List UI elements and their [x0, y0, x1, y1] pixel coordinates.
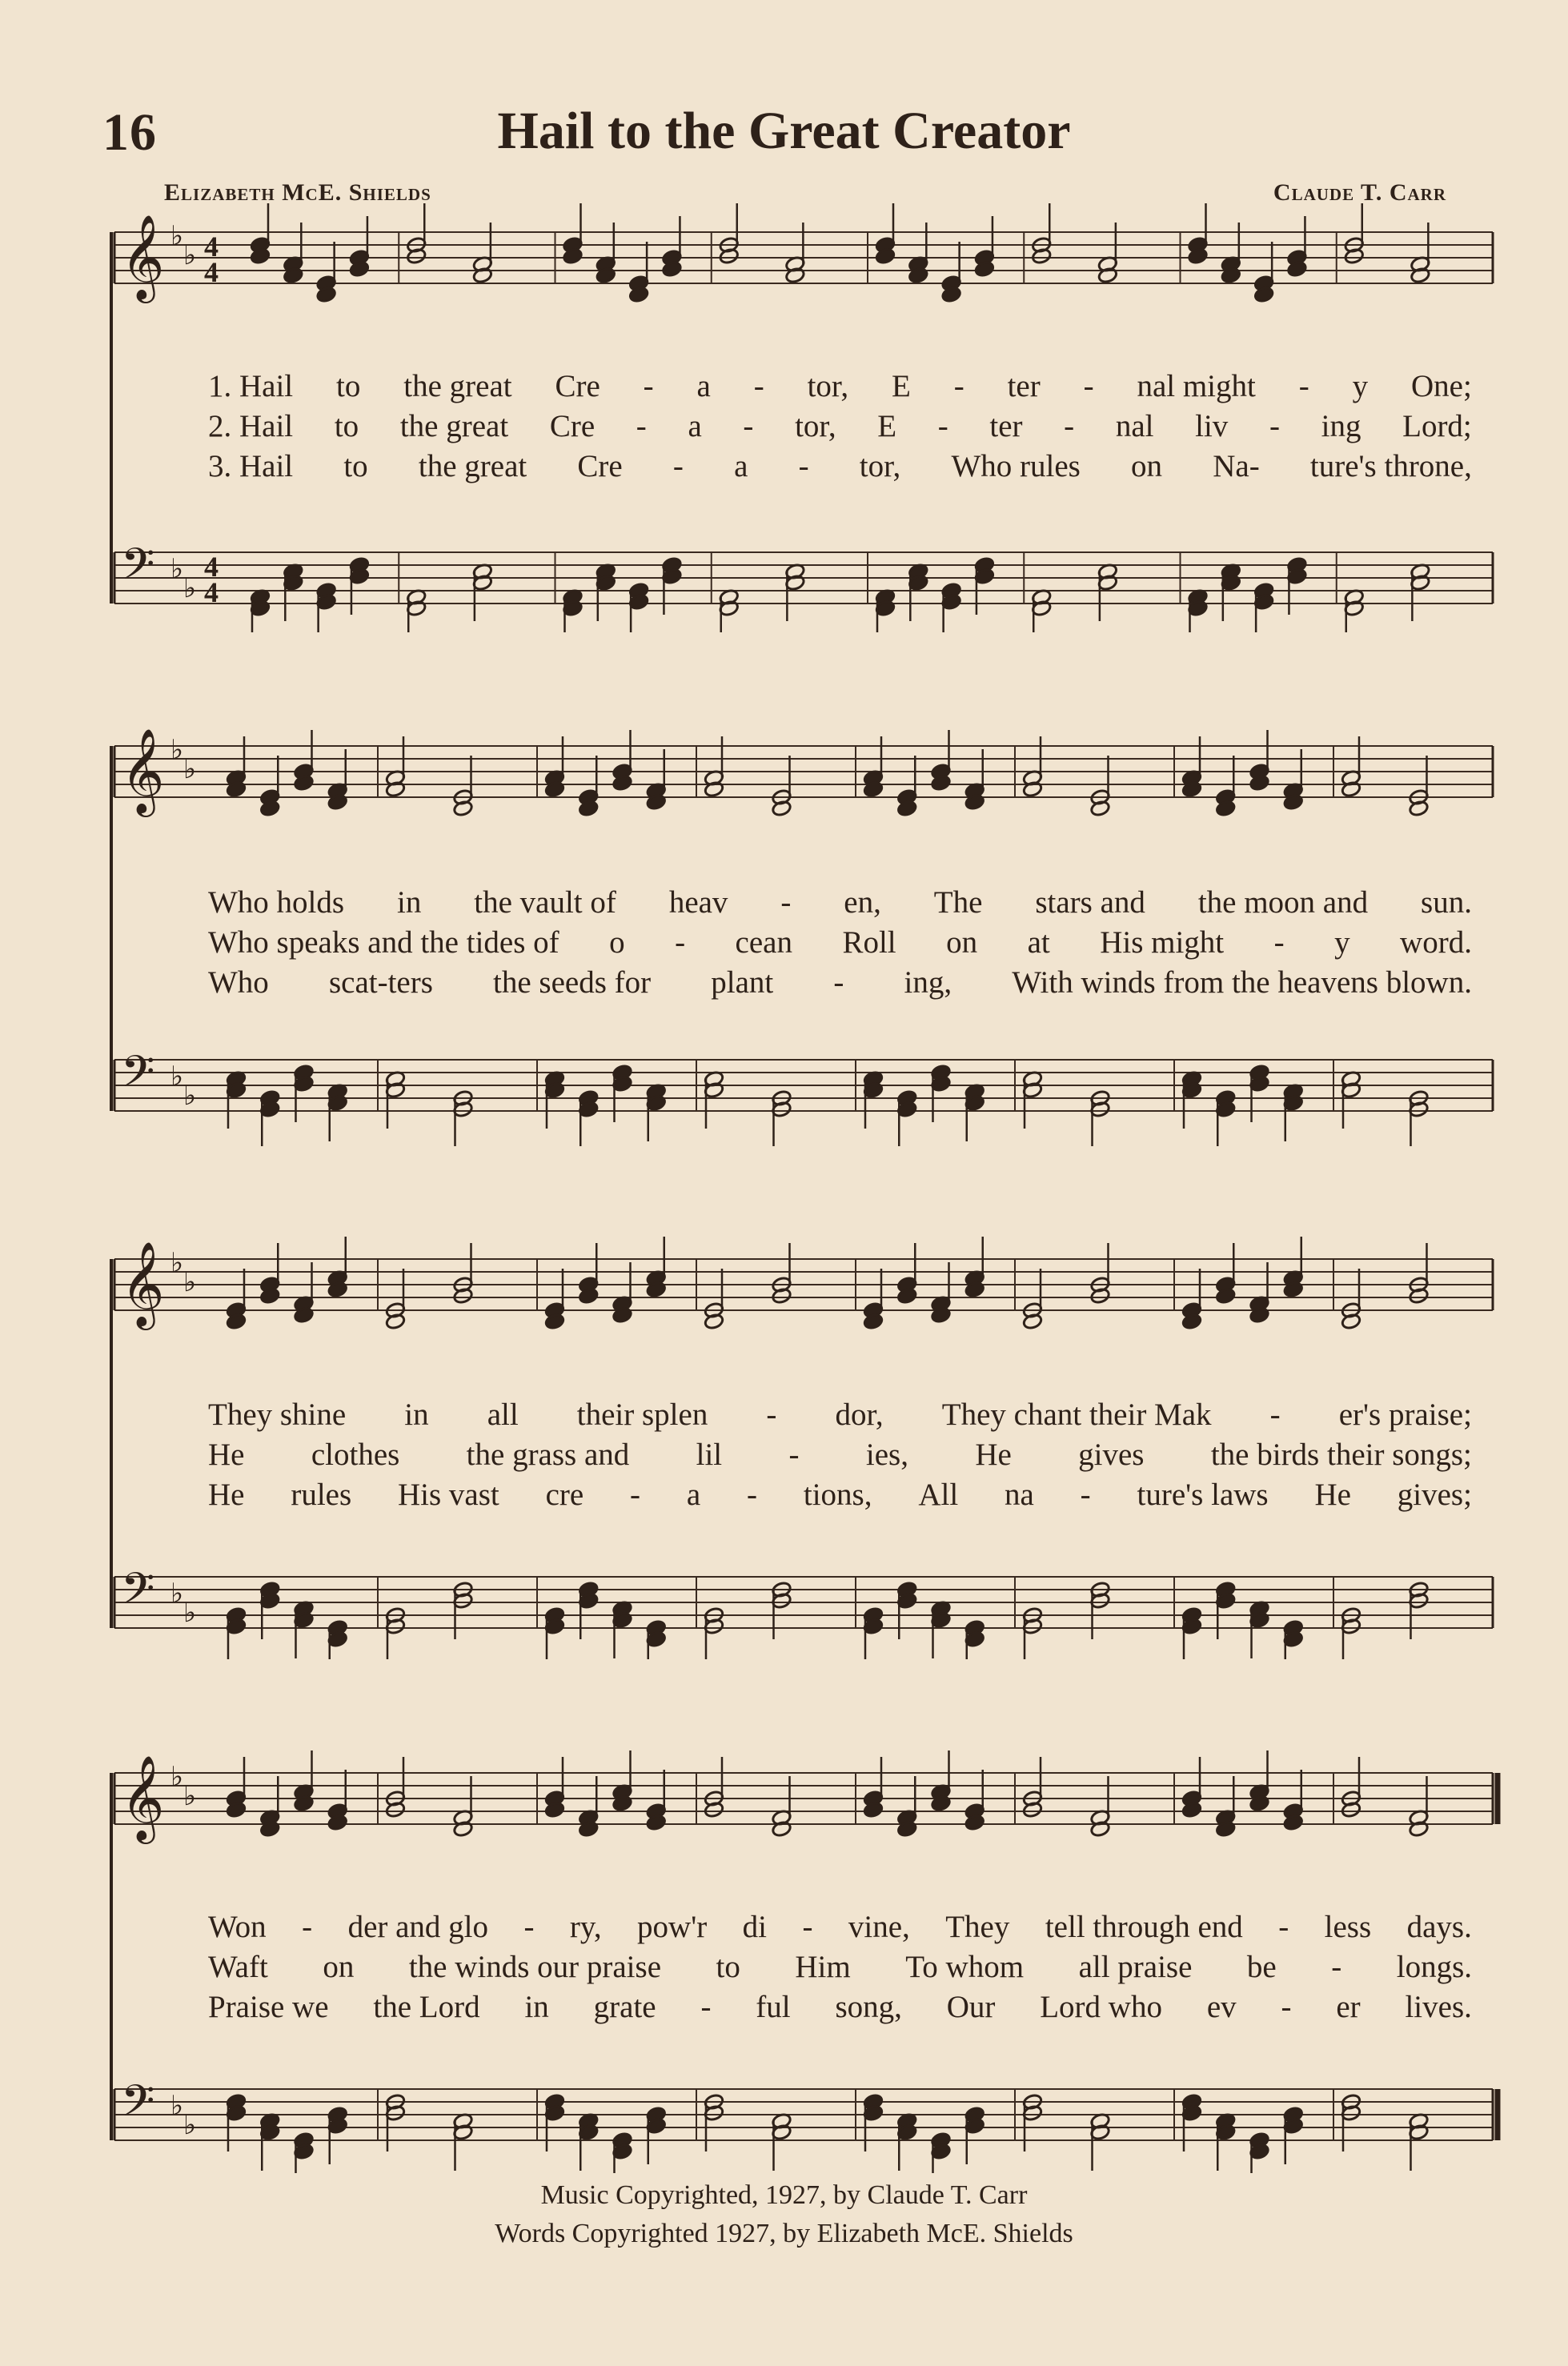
lyric-syllable: lil	[696, 1438, 723, 1472]
lyric-syllable: They	[945, 1910, 1010, 1944]
lyric-syllable: der and glo	[347, 1910, 489, 1944]
hymn-number: 16	[102, 103, 157, 162]
bass-staff	[114, 1046, 1493, 1146]
flat-icon: ♭	[183, 1782, 197, 1811]
treble-clef-icon: 𝄞	[121, 728, 165, 813]
lyric-syllable: -	[643, 369, 654, 403]
lyric-syllable: Won	[208, 1910, 267, 1944]
flat-icon: ♭	[183, 1268, 197, 1297]
words-copyright: Words Copyrighted 1927, by Elizabeth McE. Shields	[495, 2219, 1073, 2248]
lyric-syllable: With winds from the heavens blown.	[1012, 965, 1472, 1000]
bass-staff	[114, 1563, 1493, 1659]
time-signature: 4	[204, 576, 219, 608]
lyric-syllable: song,	[835, 1990, 902, 2024]
treble-staff	[114, 1750, 1493, 1844]
treble-staff	[114, 203, 1493, 303]
flat-icon: ♭	[183, 241, 197, 271]
lyric-syllable: -	[1278, 1910, 1289, 1944]
lyric-syllable: the birds their songs;	[1210, 1438, 1472, 1472]
lyric-syllable: heav	[668, 885, 728, 920]
lyric-syllable: clothes	[311, 1438, 400, 1472]
treble-clef-icon: 𝄞	[121, 1754, 165, 1840]
lyric-syllable: -	[675, 925, 686, 960]
lyric-line	[208, 1949, 1472, 1987]
lyric-syllable: all	[487, 1398, 519, 1432]
lyric-syllable: He	[975, 1438, 1012, 1472]
lyric-syllable: gives	[1078, 1438, 1145, 1472]
lyric-syllable: nal might	[1137, 369, 1256, 403]
lyric-syllable: dor,	[835, 1398, 884, 1432]
lyric-syllable: ter	[989, 409, 1023, 443]
lyric-syllable: tell through end	[1045, 1910, 1243, 1944]
flat-icon: ♭	[170, 1062, 184, 1092]
lyric-syllable: stars and	[1035, 885, 1145, 920]
flat-icon: ♭	[183, 1598, 197, 1628]
lyric-syllable: He	[1314, 1478, 1351, 1512]
lyric-syllable: ry,	[569, 1910, 602, 1944]
lyric-line	[208, 408, 1472, 447]
lyric-syllable: Cre	[555, 369, 600, 403]
lyric-syllable: -	[1273, 925, 1285, 960]
lyric-syllable: They chant their Mak	[941, 1398, 1212, 1432]
lyric-syllable: All	[918, 1478, 959, 1512]
lyric-syllable: plant	[711, 965, 774, 1000]
lyric-syllable: a	[686, 1478, 701, 1512]
lyric-syllable: -	[833, 965, 844, 1000]
music-system-3	[0, 1211, 1568, 1659]
treble-clef-icon: 𝄞	[121, 214, 165, 299]
lyric-syllable: -	[766, 1398, 777, 1432]
bass-clef-icon: 𝄢	[121, 1563, 155, 1625]
lyric-syllable: Roll	[842, 925, 896, 960]
flat-icon: ♭	[170, 736, 184, 765]
lyric-syllable: the great	[418, 449, 527, 483]
lyric-syllable: cre	[545, 1478, 584, 1512]
lyric-syllable: cean	[735, 925, 792, 960]
flat-icon: ♭	[170, 1249, 184, 1278]
lyric-line	[208, 368, 1472, 407]
flat-icon: ♭	[170, 222, 184, 251]
lyric-syllable: -	[1080, 1478, 1091, 1512]
lyric-line	[208, 448, 1472, 487]
bass-clef-icon: 𝄢	[121, 1046, 155, 1108]
lyric-syllable: Our	[946, 1990, 996, 2024]
lyric-syllable: at	[1027, 925, 1050, 960]
lyric-syllable: the winds our praise	[408, 1950, 662, 1984]
lyric-syllable: on	[1131, 449, 1163, 483]
lyric-syllable: y	[1334, 925, 1350, 960]
lyric-syllable: scat-ters	[328, 965, 433, 1000]
lyric-syllable: to	[334, 409, 359, 443]
lyric-syllable: -	[802, 1910, 813, 1944]
lyric-syllable: -	[672, 449, 684, 483]
bass-staff	[114, 539, 1493, 632]
music-copyright: Music Copyrighted, 1927, by Claude T. Carr	[540, 2180, 1028, 2210]
bass-staff	[114, 2075, 1493, 2173]
lyric-syllable: pow'r	[637, 1910, 708, 1944]
lyric-syllable: the seeds for	[493, 965, 652, 1000]
lyric-syllable: in	[397, 885, 422, 920]
lyric-syllable: the great	[403, 369, 512, 403]
treble-staff	[114, 728, 1493, 817]
lyric-syllable: Praise we	[208, 1990, 329, 2024]
lyric-syllable: on	[323, 1950, 355, 1984]
lyric-syllable: -	[1281, 1990, 1292, 2024]
composer-credit: Claude T. Carr	[1273, 179, 1446, 206]
lyric-syllable: the great	[399, 409, 509, 443]
lyric-syllable: -	[630, 1478, 641, 1512]
flat-icon: ♭	[183, 1081, 197, 1111]
lyric-syllable: to	[716, 1950, 740, 1984]
lyric-syllable: their splen	[576, 1398, 708, 1432]
lyric-syllable: to	[336, 369, 361, 403]
lyric-syllable: lives.	[1405, 1990, 1472, 2024]
lyric-syllable: be	[1246, 1950, 1277, 1984]
lyric-syllable: a	[688, 409, 702, 443]
lyric-syllable: a	[696, 369, 711, 403]
lyric-syllable: on	[946, 925, 978, 960]
bass-clef-icon: 𝄢	[121, 539, 155, 600]
lyric-syllable: -	[788, 1438, 800, 1472]
lyric-syllable: in	[524, 1990, 549, 2024]
lyric-syllable: y	[1352, 369, 1369, 403]
lyric-syllable: Who rules	[951, 449, 1081, 483]
lyric-syllable: longs.	[1396, 1950, 1472, 1984]
lyric-syllable: -	[1064, 409, 1075, 443]
hymn-title: Hail to the Great Creator	[497, 102, 1071, 160]
lyricist-credit: Elizabeth McE. Shields	[164, 179, 431, 206]
lyric-syllable: 2. Hail	[208, 409, 294, 443]
lyric-syllable: di	[742, 1910, 768, 1944]
lyric-syllable: He	[208, 1478, 245, 1512]
lyric-syllable: in	[404, 1398, 429, 1432]
lyric-syllable: -	[743, 409, 754, 443]
lyric-syllable: na	[1005, 1478, 1034, 1512]
lyric-syllable: -	[1083, 369, 1094, 403]
flat-icon: ♭	[170, 1762, 184, 1792]
lyric-syllable: Waft	[208, 1950, 268, 1984]
lyric-syllable: -	[937, 409, 948, 443]
lyric-syllable: Cre	[549, 409, 596, 443]
lyric-syllable: Cre	[577, 449, 623, 483]
flat-icon: ♭	[170, 1579, 184, 1609]
lyric-syllable: en,	[844, 885, 881, 920]
lyric-syllable: -	[1269, 409, 1280, 443]
lyric-syllable: -	[700, 1990, 712, 2024]
lyric-syllable: E	[877, 409, 897, 443]
lyric-syllable: vine,	[848, 1910, 910, 1944]
lyric-syllable: grate	[593, 1990, 656, 2024]
lyric-syllable: Na-	[1213, 449, 1260, 483]
lyric-syllable: The	[933, 885, 983, 920]
lyric-syllable: rules	[291, 1478, 352, 1512]
lyric-syllable: -	[523, 1910, 535, 1944]
lyric-line	[208, 884, 1472, 923]
lyric-syllable: o	[609, 925, 625, 960]
lyric-line	[208, 964, 1472, 1003]
lyric-syllable: sun.	[1421, 885, 1472, 920]
lyric-syllable: He	[208, 1438, 245, 1472]
lyric-syllable: -	[1298, 369, 1309, 403]
flat-icon: ♭	[170, 555, 184, 584]
lyric-line	[208, 1909, 1472, 1947]
lyric-syllable: liv	[1195, 409, 1229, 443]
lyric-syllable: ing	[1321, 409, 1361, 443]
lyric-syllable: -	[753, 369, 764, 403]
lyric-syllable: -	[1331, 1950, 1342, 1984]
lyric-syllable: His vast	[397, 1478, 499, 1512]
lyric-syllable: ing,	[904, 965, 952, 1000]
lyric-syllable: ful	[756, 1990, 791, 2024]
lyric-syllable: -	[953, 369, 964, 403]
lyric-syllable: ture's throne,	[1309, 449, 1472, 483]
lyric-line	[208, 1437, 1472, 1475]
lyric-syllable: -	[1269, 1398, 1281, 1432]
treble-clef-icon: 𝄞	[121, 1241, 165, 1326]
lyric-syllable: -	[302, 1910, 313, 1944]
lyric-syllable: -	[798, 449, 809, 483]
bass-clef-icon: 𝄢	[121, 2075, 155, 2137]
lyric-syllable: Lord who	[1040, 1990, 1162, 2024]
lyric-syllable: ev	[1206, 1990, 1237, 2024]
lyric-syllable: the vault of	[474, 885, 616, 920]
lyric-syllable: less	[1324, 1910, 1372, 1944]
lyric-syllable: -	[636, 409, 647, 443]
lyric-syllable: tor,	[859, 449, 901, 483]
lyric-syllable: the moon and	[1197, 885, 1369, 920]
lyric-syllable: One;	[1410, 369, 1472, 403]
lyric-syllable: 1. Hail	[208, 369, 294, 403]
lyric-syllable: tor,	[795, 409, 836, 443]
lyric-line	[208, 1989, 1472, 2027]
lyric-syllable: ies,	[865, 1438, 908, 1472]
lyric-syllable: To whom	[905, 1950, 1025, 1984]
lyric-syllable: er	[1336, 1990, 1361, 2024]
lyric-syllable: tions,	[803, 1478, 872, 1512]
flat-icon: ♭	[183, 2111, 197, 2140]
flat-icon: ♭	[170, 2091, 184, 2121]
lyric-syllable: E	[891, 369, 911, 403]
lyric-syllable: Who	[208, 965, 269, 1000]
lyric-syllable: the Lord	[373, 1990, 480, 2024]
flat-icon: ♭	[183, 574, 197, 604]
lyric-line	[208, 1477, 1472, 1515]
lyric-syllable: -	[780, 885, 792, 920]
lyric-syllable: His might	[1100, 925, 1225, 960]
lyric-syllable: ter	[1007, 369, 1041, 403]
lyric-syllable: er's praise;	[1338, 1398, 1472, 1432]
lyric-line	[208, 1397, 1472, 1435]
lyric-syllable: Who holds	[208, 885, 345, 920]
lyric-syllable: days.	[1406, 1910, 1472, 1944]
lyric-syllable: the grass and	[466, 1438, 630, 1472]
lyric-syllable: nal	[1115, 409, 1154, 443]
treble-staff	[114, 1237, 1493, 1330]
lyric-syllable: to	[343, 449, 368, 483]
lyric-syllable: all praise	[1078, 1950, 1193, 1984]
lyric-syllable: They shine	[208, 1398, 347, 1432]
lyric-line	[208, 924, 1472, 963]
lyric-syllable: word.	[1400, 925, 1472, 960]
flat-icon: ♭	[183, 755, 197, 784]
time-signature: 4	[204, 551, 219, 583]
lyric-syllable: Lord;	[1402, 409, 1472, 443]
lyric-syllable: -	[747, 1478, 758, 1512]
lyric-syllable: tor,	[807, 369, 849, 403]
lyric-syllable: gives;	[1397, 1478, 1472, 1512]
lyric-syllable: Him	[795, 1950, 851, 1984]
time-signature: 4	[204, 231, 219, 263]
time-signature: 4	[204, 256, 219, 288]
lyric-syllable: Who speaks and the tides of	[208, 925, 559, 960]
lyric-syllable: a	[734, 449, 748, 483]
lyric-syllable: ture's laws	[1137, 1478, 1269, 1512]
lyric-syllable: 3. Hail	[208, 449, 294, 483]
